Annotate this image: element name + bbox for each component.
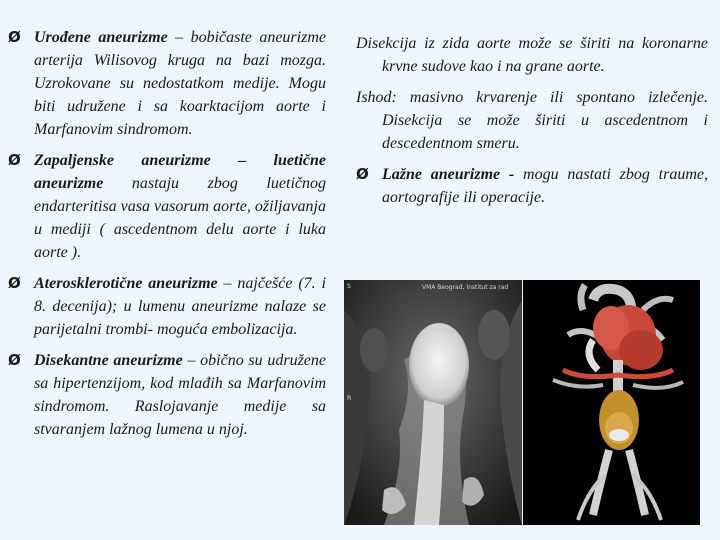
bullet-arrow-icon: Ø (8, 28, 21, 46)
bullet-term: Disekantne aneurizme (34, 352, 183, 369)
list-item (356, 163, 708, 209)
ct-scan-graphic (344, 280, 522, 525)
3d-reconstruction-image (523, 280, 700, 525)
bullet-text: – najčešće (7. i 8. decenija); u lumenu aneurizme nalaze se parijetalni trombi- moguća embolizacija. (34, 275, 326, 338)
bullet-arrow-icon: Ø (8, 351, 21, 369)
3d-aorta-graphic (523, 280, 700, 525)
paragraph-outcome: Ishod: masivno krvarenje ili spontano izlečenje. Disekcija se može širiti u ascedentnom i descedentnom smeru. (356, 89, 708, 152)
bullet-term: Zapaljenske aneurizme – luetične aneurizme (34, 152, 326, 192)
list-item (8, 149, 326, 264)
bullet-term: Lažne aneurizme - (382, 166, 515, 183)
list-item (8, 349, 326, 441)
bullet-arrow-icon: Ø (8, 151, 21, 169)
bullet-text: nastaju zbog luetičnog endarteritisa vasa vasorum aorte, ožiljavanja u mediji ( ascedentnom delu aorte i luka aorte ). (34, 175, 326, 261)
bullet-arrow-icon: Ø (8, 274, 21, 292)
bullet-term: Urođene aneurizme (34, 29, 168, 46)
list-item (8, 26, 326, 141)
ct-scan-image (344, 280, 522, 525)
list-item (8, 272, 326, 341)
right-column (356, 32, 708, 209)
bullet-text: – bobičaste aneurizme arterija Wilisovog kruga na bazi mozga. Uzrokovane su nedostatkom medije. Mogu biti udružene i sa koarktacijom aorte i Marfanovim sindromom. (34, 29, 326, 138)
bullet-text: mogu nastati zbog traume, aortografije ili operacije. (382, 166, 709, 206)
left-column (8, 26, 326, 449)
bullet-arrow-icon: Ø (356, 165, 369, 183)
ct-institution-label: VMA Beograd, Institut za rad (422, 284, 509, 291)
bullet-text: – obično su udružene sa hipertenzijom, kod mlađih sa Marfanovim sindromom. Raslojavanje medije sa stvaranjem lažnog lumena u njoj. (34, 352, 327, 438)
ct-orientation-label: S (347, 283, 351, 290)
paragraph-dissection: Disekcija iz zida aorte može se širiti na koronarne krvne sudove kao i na grane aorte. (356, 35, 708, 75)
ct-side-label: R (347, 395, 352, 402)
bullet-term: Aterosklerotične aneurizme (34, 275, 218, 292)
